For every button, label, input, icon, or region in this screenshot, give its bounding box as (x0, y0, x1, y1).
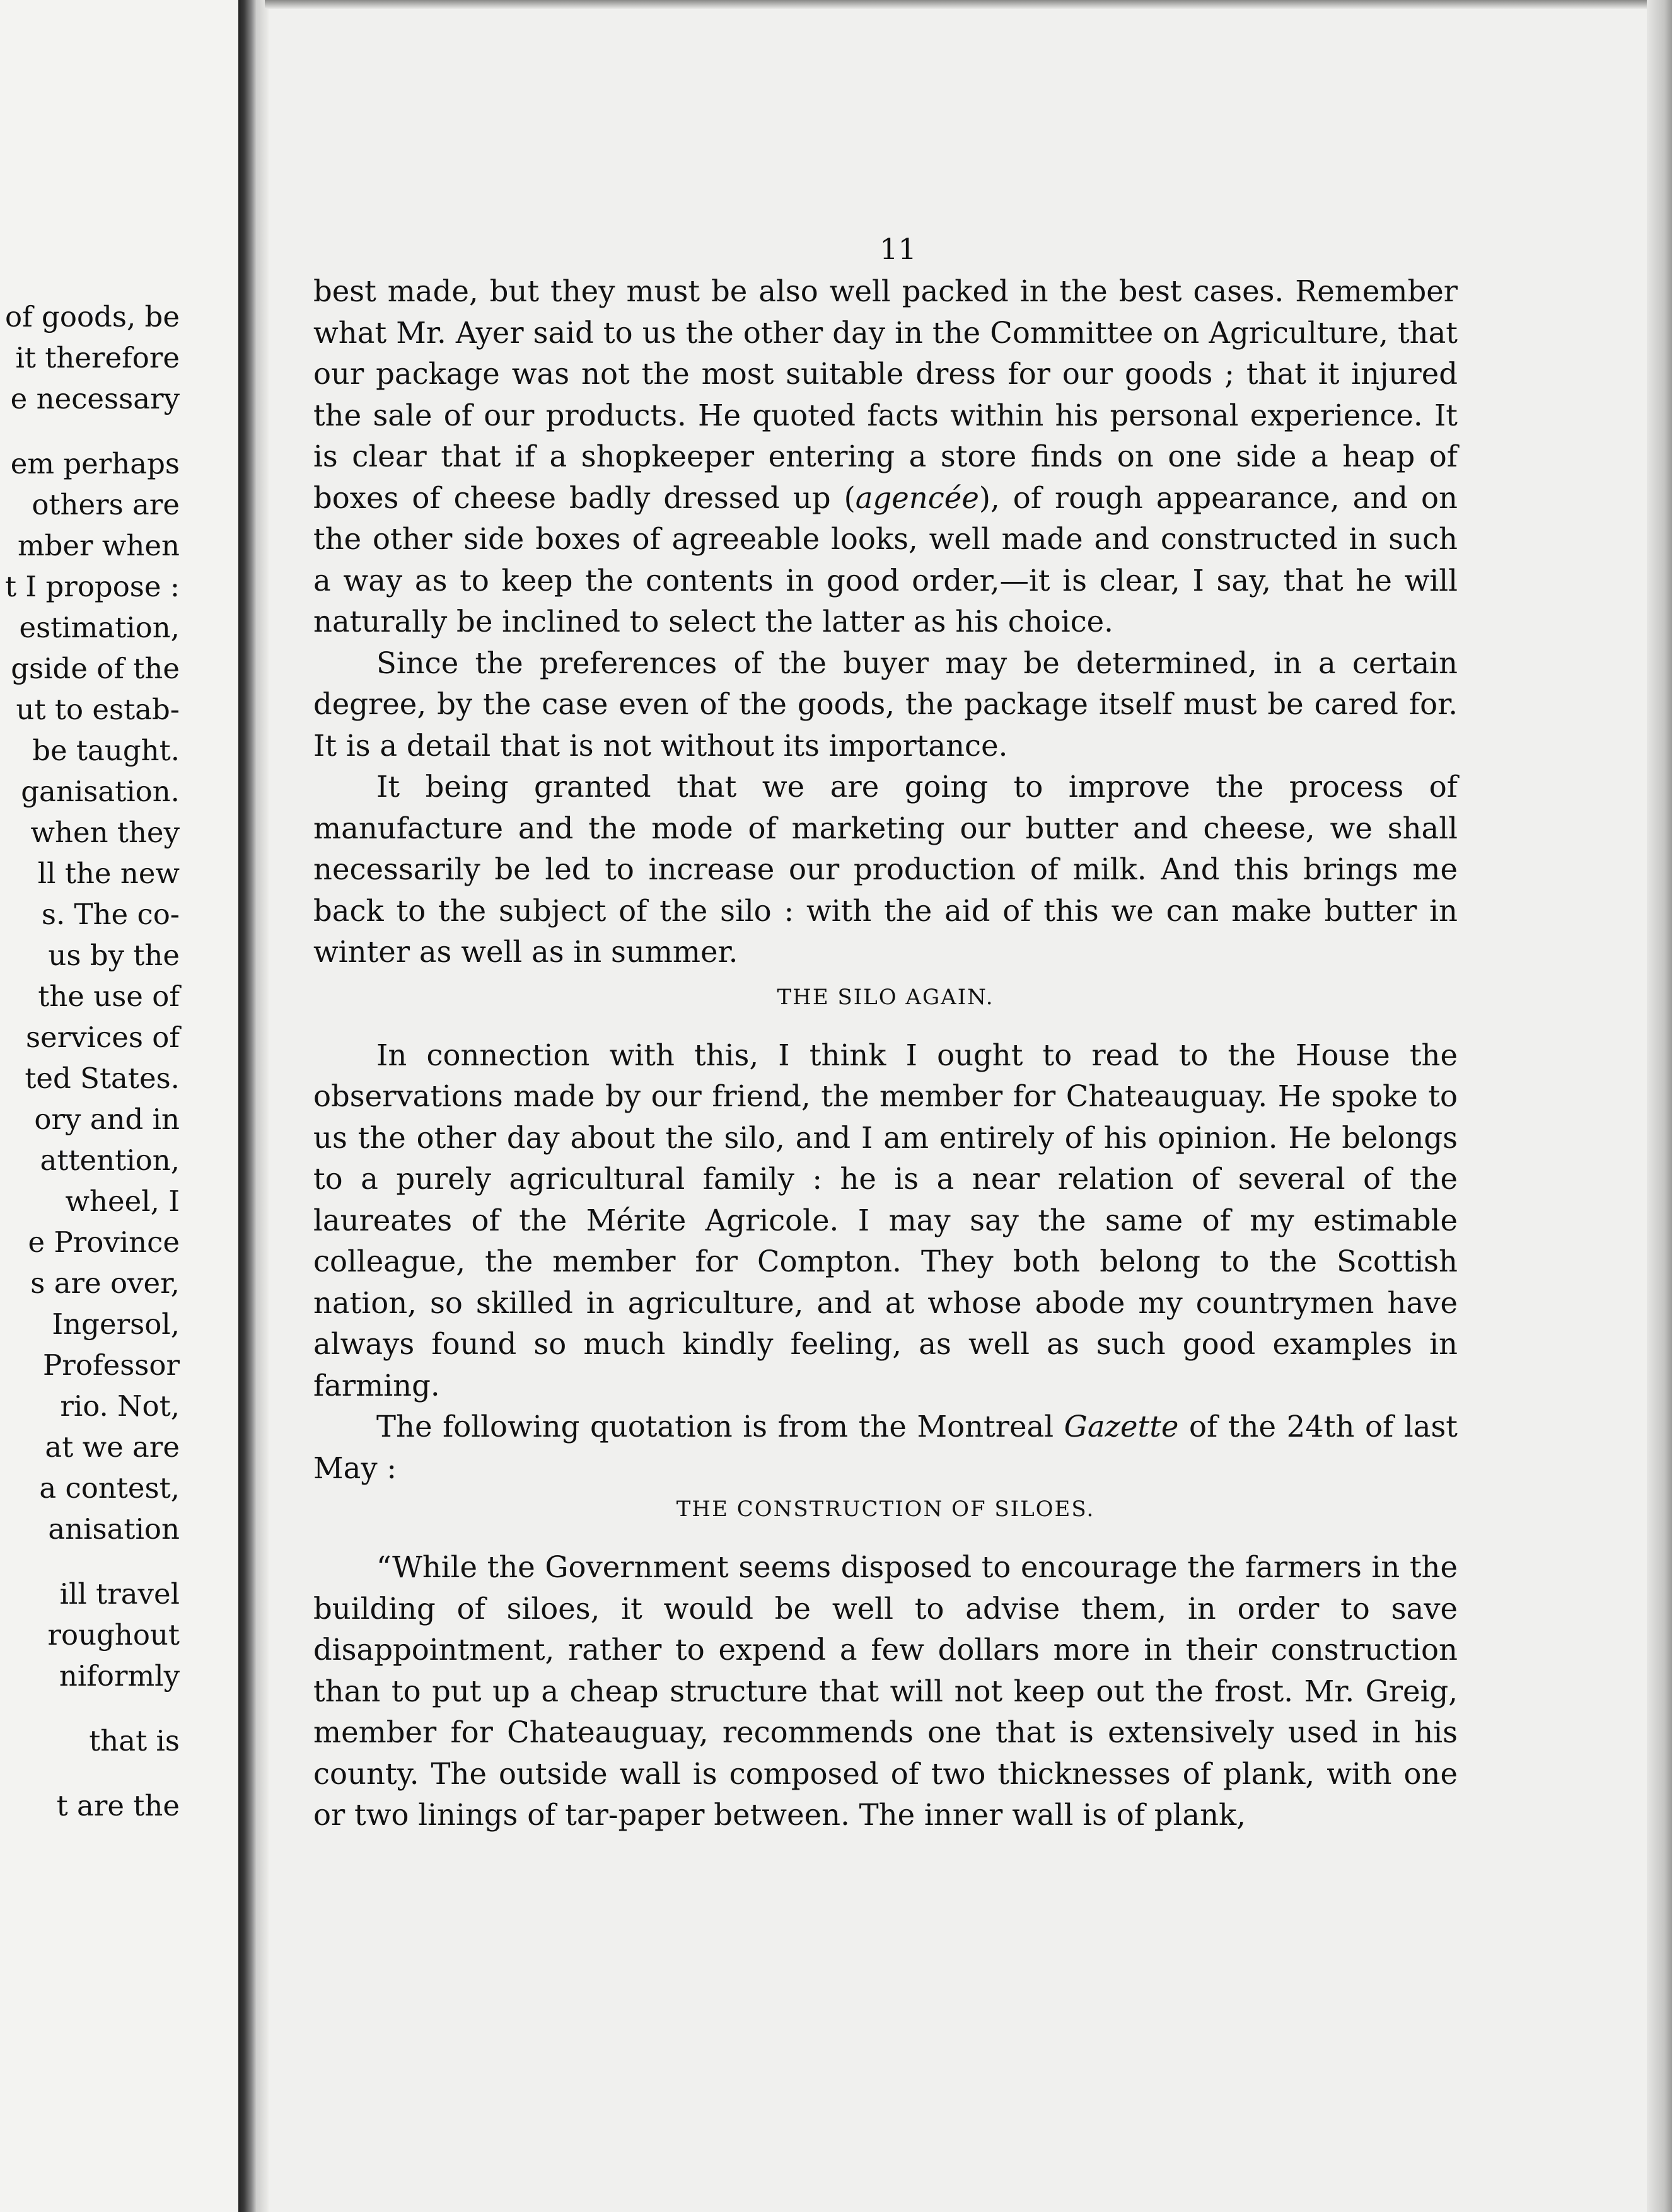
facing-page-gap (0, 419, 180, 443)
facing-page-line: ill travel (59, 1577, 180, 1611)
facing-page-line: Professor (43, 1348, 180, 1382)
facing-page-gap (0, 1761, 180, 1785)
facing-page-line: it therefore (15, 341, 180, 374)
facing-page-line: ut to estab- (16, 693, 180, 726)
paragraph-packaging (313, 271, 1458, 643)
facing-page-line: ted States. (25, 1062, 180, 1095)
paragraph-packaging-end: ), of rough appearance, and on the other side boxes of agreeable looks, well made and constructed in such a way as to keep the contents in good order,—it is clear, I say, that he will naturally be inclined to select the latter as his choice. (313, 480, 1458, 639)
facing-page-line: estimation, (19, 611, 180, 644)
main-text-block (313, 227, 1458, 1836)
section-heading-construction-of-siloes: THE CONSTRUCTION OF SILOES. (676, 1497, 1095, 1522)
paragraph-chateauguay: In connection with this, I think I ought to read to the House the observations made by our friend, the member for Chateauguay. He spoke to us the other day about the silo, and I am entirely of his opinion. He belongs to a purely agricultural family : he is a near relation of several of the laureates of the Mérite Agricole. I may say the same of my estimable colleague, the member for Compton. They both belong to the Scottish nation, so skilled in agriculture, and at whose abode my countrymen have always found so much kindly feeling, as well as such good examples in farming. (313, 1038, 1458, 1403)
book-gutter (238, 0, 257, 2212)
facing-page-line: em perhaps (10, 447, 180, 480)
italic-term: agencée (855, 480, 979, 515)
facing-page-gap (0, 1549, 180, 1573)
facing-page-line: ory and in (34, 1103, 180, 1136)
facing-page-line: t I propose : (5, 570, 180, 603)
facing-page-fragment (0, 0, 240, 2212)
facing-page-line: ll the new (37, 857, 180, 890)
facing-page-line: at we are (45, 1430, 180, 1464)
section-heading-silo-again: THE SILO AGAIN. (777, 984, 994, 1010)
facing-page-line: the use of (38, 980, 180, 1013)
facing-page-line: niformly (59, 1659, 180, 1693)
facing-page-line: a contest, (39, 1471, 180, 1505)
facing-page-line: gside of the (11, 652, 180, 685)
facing-page-gap (0, 1696, 180, 1720)
facing-page-text (0, 296, 180, 1826)
facing-page-line: Ingersol, (52, 1307, 180, 1341)
paragraph-buyer-preferences: Since the preferences of the buyer may be determined, in a certain degree, by the case even of the goods, the package itself must be cared for. It is a detail that is not without its importance. (313, 646, 1458, 763)
facing-page-line: s. The co- (41, 898, 180, 931)
facing-page-line: roughout (47, 1618, 180, 1652)
facing-page-line: mber when (17, 529, 180, 562)
facing-page-line: others are (32, 488, 180, 521)
facing-page-line: attention, (40, 1144, 180, 1177)
facing-page-line: us by the (48, 939, 180, 972)
facing-page-line: that is (89, 1724, 180, 1757)
facing-page-line: s are over, (30, 1266, 180, 1300)
facing-page-line: services of (25, 1021, 180, 1054)
facing-page-line: anisation (48, 1512, 180, 1546)
paragraph-quotation-intro (313, 1406, 1458, 1489)
quotation-intro-start: The following quotation is from the Montreal (376, 1410, 1064, 1444)
facing-page-line: when they (30, 816, 180, 849)
quotation-intro-end: of the 24th of last May : (313, 1410, 1458, 1485)
facing-page-line: t are the (56, 1789, 180, 1822)
facing-page-line: e Province (28, 1225, 180, 1259)
facing-page-line: rio. Not, (60, 1389, 180, 1423)
paragraph-milk-production: It being granted that we are going to improve the process of manufacture and the mode of marketing our butter and cheese, we shall necessarily be led to increase our production of milk. And this brings me back to the subject of the silo : with the aid of this we can make butter in winter as well as in summer. (313, 770, 1458, 969)
page-top-edge (265, 0, 1672, 9)
paragraph-quoted-article: “While the Government seems disposed to encourage the farmers in the building of siloes, it would be well to advise them, in order to save disappointment, rather to expend a few dollars more in their construction than to put up a cheap structure that will not keep out the frost. Mr. Greig, member for Chateauguay, recommends one that is extensively used in his county. The outside wall is composed of two thicknesses of plank, with one or two linings of tar-paper between. The inner wall is of plank, (313, 1550, 1458, 1832)
facing-page-line: ganisation. (21, 775, 180, 808)
facing-page-line: be taught. (32, 734, 180, 767)
page-right-edge (1647, 0, 1672, 2212)
paragraph-packaging-start: best made, but they must be also well packed in the best cases. Remember what Mr. Ayer said to us the other day in the Committee on Agriculture, that our package was not the most suitable dress for our goods ; that it injured the sale of our products. He quoted facts within his personal experience. It is clear that if a shopkeeper entering a store finds on one side a heap of boxes of cheese badly dressed up ( (313, 274, 1458, 515)
page-number: 11 (880, 232, 917, 266)
newspaper-name: Gazette (1064, 1410, 1179, 1444)
facing-page-line: e necessary (10, 382, 180, 415)
facing-page-line: wheel, I (65, 1184, 180, 1218)
facing-page-line: of goods, be (5, 300, 180, 333)
gutter-shadow (257, 0, 269, 2212)
